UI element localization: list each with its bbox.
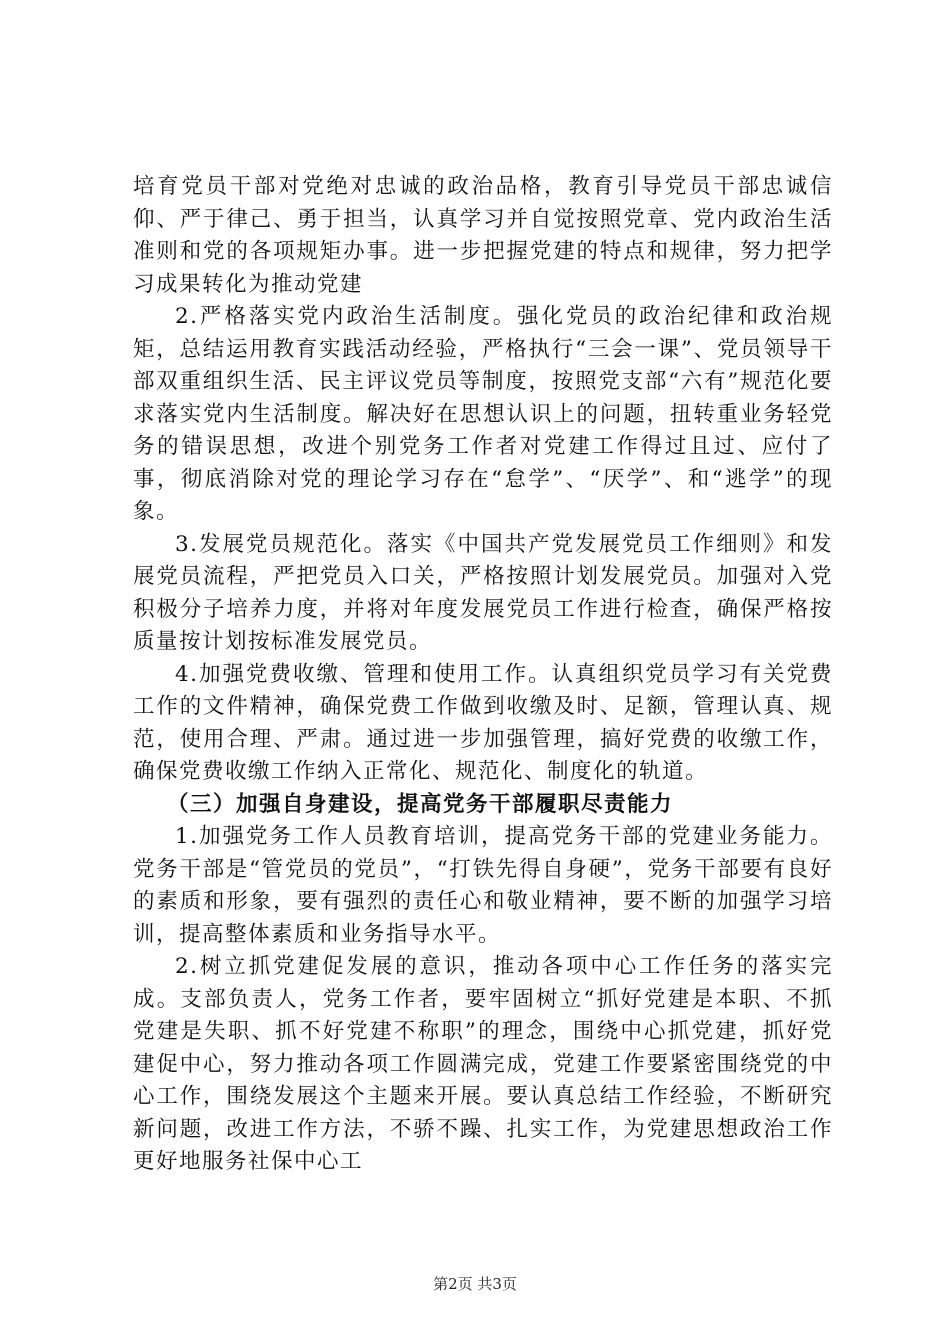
paragraph-item-2-development-awareness: 2.树立抓党建促发展的意识，推动各项中心工作任务的落实完成。支部负责人，党务工作者，要牢固树立“抓好党建是本职、不抓党建是失职、抓不好党建不称职”的理念，围绕中心抓党建，抓好党建促中心，努力推动各项工作圆满完成，党建工作要紧密围绕党的中心工作，围绕发展这个主题来开展。要认真总结工作经验，不断研究新问题，改进工作方法，不骄不躁、扎实工作，为党建思想政治工作更好地服务社保中心工 bbox=[133, 954, 833, 1174]
paragraph-item-4-party-dues: 4.加强党费收缴、管理和使用工作。认真组织党员学习有关党费工作的文件精神，确保党费工作做到收缴及时、足额，管理认真、规范，使用合理、严肃。通过进一步加强管理，搞好党费的收缴工作，确保党费收缴工作纳入正常化、规范化、制度化的轨道。 bbox=[133, 661, 833, 784]
paragraph-item-3-member-development: 3.发展党员规范化。落实《中国共产党发展党员工作细则》和发展党员流程，严把党员入口关，严格按照计划发展党员。加强对入党积极分子培养力度，并将对年度发展党员工作进行检查，确保严格按质量按计划按标准发展党员。 bbox=[133, 531, 833, 654]
page-number-footer: 第2页 共3页 bbox=[433, 1275, 517, 1293]
section-heading-three: （三）加强自身建设，提高党务干部履职尽责能力 bbox=[167, 791, 674, 817]
document-body bbox=[133, 171, 833, 1179]
paragraph-item-1-training: 1.加强党务工作人员教育培训，提高党务干部的党建业务能力。党务干部是“管党员的党员”，“打铁先得自身硬”，党务干部要有良好的素质和形象，要有强烈的责任心和敬业精神，要不断的加强学习培训，提高整体素质和业务指导水平。 bbox=[133, 824, 833, 947]
paragraph-continuation: 培育党员干部对党绝对忠诚的政治品格，教育引导党员干部忠诚信仰、严于律己、勇于担当，认真学习并自觉按照党章、党内政治生活准则和党的各项规矩办事。进一步把握党建的特点和规律，努力把学习成果转化为推动党建 bbox=[133, 174, 833, 297]
paragraph-item-2-party-life: 2.严格落实党内政治生活制度。强化党员的政治纪律和政治规矩，总结运用教育实践活动经验，严格执行“三会一课”、党员领导干部双重组织生活、民主评议党员等制度，按照党支部“六有”规范化要求落实党内生活制度。解决好在思想认识上的问题，扭转重业务轻党务的错误思想，改进个别党务工作者对党建工作得过且过、应付了事，彻底消除对党的理论学习存在“怠学”、“厌学”、和“逃学”的现象。 bbox=[133, 304, 833, 524]
